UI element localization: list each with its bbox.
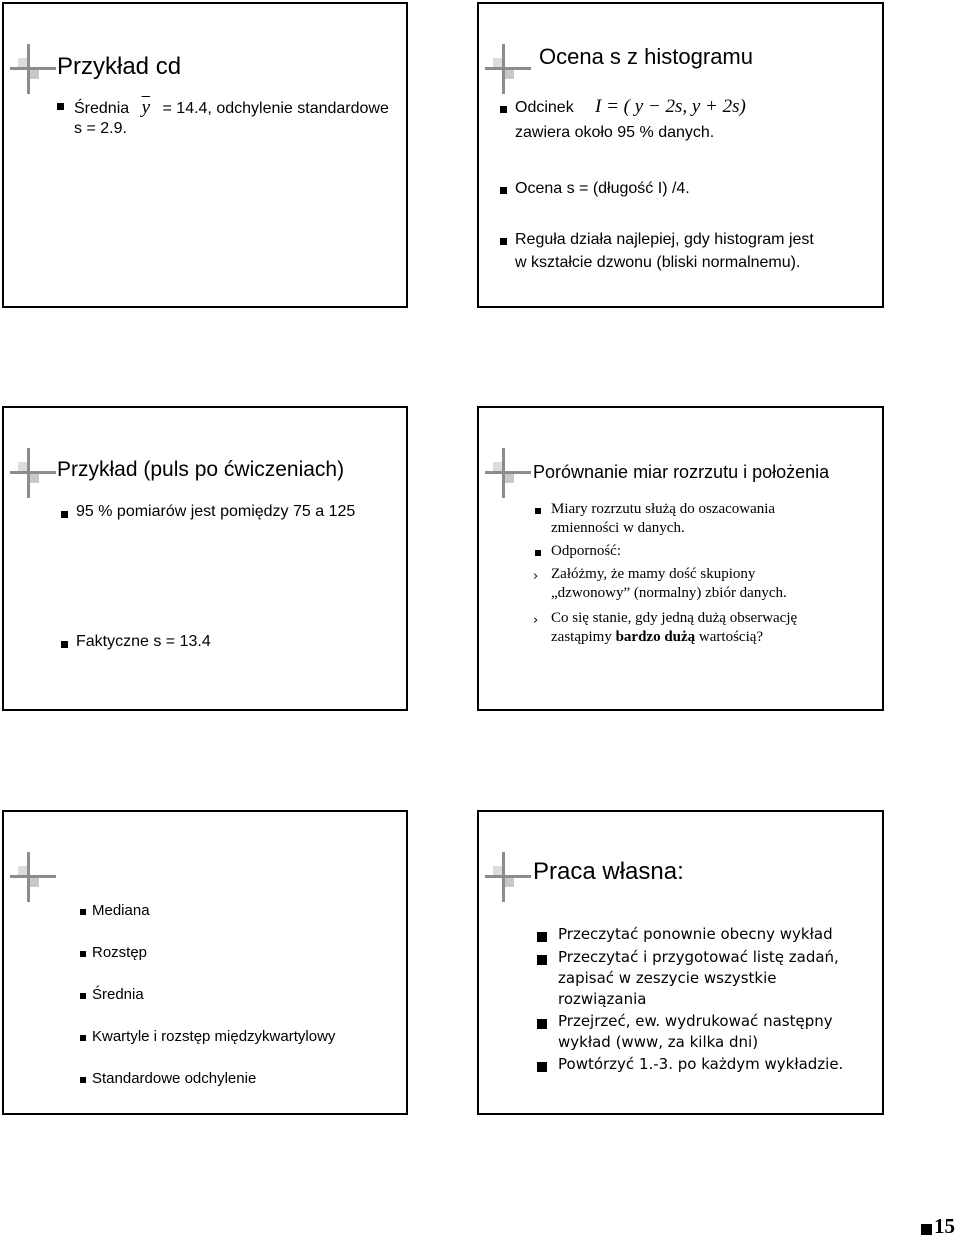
list-item: Przejrzeć, ew. wydrukować następny — [558, 1012, 833, 1030]
slide-5 — [2, 810, 408, 1115]
slide-text: „dzwonowy” (normalny) zbiór danych. — [551, 585, 787, 601]
slide-text: Co się stanie, gdy jedną dużą obserwację — [551, 610, 798, 626]
slide-title: Przykład (puls po ćwiczeniach) — [57, 458, 345, 481]
list-item: Przeczytać i przygotować listę zadań, — [558, 948, 839, 966]
bullet-icon — [80, 1035, 86, 1041]
chevron-right-icon: › — [533, 613, 539, 628]
list-item: Przeczytać ponownie obecny wykład — [558, 925, 833, 943]
slide-title: Przykład cd — [57, 53, 182, 80]
slide-text: Odporność: — [551, 543, 621, 559]
bullet-icon — [500, 238, 507, 245]
slide-text: Miary rozrzutu służą do oszacowania — [551, 501, 776, 517]
bullet-icon — [61, 511, 68, 518]
math-interval: I = ( y − 2s, y + 2s) — [595, 96, 746, 117]
slide-1 — [2, 2, 408, 308]
bullet-icon — [921, 1224, 932, 1235]
bullet-icon — [537, 955, 547, 965]
bullet-icon — [535, 550, 541, 556]
slide-text: Załóżmy, że mamy dość skupiony — [551, 566, 756, 582]
slide-text: Reguła działa najlepiej, gdy histogram jest — [515, 231, 814, 248]
slide-2 — [477, 2, 884, 308]
slide-logo-icon — [10, 448, 56, 498]
slide-logo-icon — [485, 44, 531, 94]
list-item: rozwiązania — [558, 990, 647, 1008]
list-item: Mediana — [92, 902, 150, 919]
slide-6 — [477, 810, 884, 1115]
bullet-icon — [80, 951, 86, 957]
list-item: Średnia — [92, 986, 144, 1003]
text-mean: Średnia — [74, 100, 130, 117]
slide-text: zawiera około 95 % danych. — [515, 124, 715, 141]
slide-logo-icon — [485, 852, 531, 902]
chevron-right-icon: › — [533, 569, 539, 584]
list-item: wykład (www, za kilka dni) — [558, 1033, 759, 1051]
bullet-icon — [537, 1019, 547, 1029]
slide-text: 95 % pomiarów jest pomiędzy 75 a 125 — [76, 503, 356, 520]
slide-text: zmienności w danych. — [551, 520, 685, 536]
list-item: Powtórzyć 1.-3. po każdym wykładzie. — [558, 1055, 844, 1073]
slide-logo-icon — [10, 44, 56, 94]
bullet-icon — [500, 106, 507, 113]
slide-title: Porównanie miar rozrzutu i położenia — [533, 462, 830, 482]
slide-3 — [2, 406, 408, 711]
bullet-icon — [57, 103, 64, 110]
slide-text: w kształcie dzwonu (bliski normalnemu). — [515, 254, 801, 271]
text-part: wartością? — [695, 629, 764, 645]
page-number: 15 — [934, 1214, 955, 1238]
slide-text: Ocena s = (długość I) /4. — [515, 180, 690, 197]
slide-logo-icon — [485, 448, 531, 498]
bullet-icon — [80, 1077, 86, 1083]
slide-title: Praca własna: — [533, 858, 684, 885]
slide-text: s = 2.9. — [74, 120, 127, 137]
slide-logo-icon — [10, 852, 56, 902]
bullet-icon — [537, 1062, 547, 1072]
bullet-icon — [61, 641, 68, 648]
slide-title: Ocena s z histogramu — [539, 44, 753, 69]
list-item: zapisać w zeszycie wszystkie — [558, 969, 777, 987]
bullet-icon — [537, 932, 547, 942]
list-item: Rozstęp — [92, 944, 148, 961]
slide-4 — [477, 406, 884, 711]
slide-text: Faktyczne s = 13.4 — [76, 633, 211, 650]
list-item: Kwartyle i rozstęp międzykwartylowy — [92, 1028, 336, 1045]
bullet-icon — [500, 187, 507, 194]
slide-text — [74, 97, 389, 119]
text-part: zastąpimy — [551, 629, 616, 645]
text-bold: bardzo dużą — [615, 629, 696, 645]
bullet-icon — [80, 909, 86, 915]
bullet-icon — [80, 993, 86, 999]
slide-text: Odcinek — [515, 99, 574, 116]
slide-text — [551, 629, 763, 646]
list-item: Standardowe odchylenie — [92, 1070, 257, 1087]
math-ybar: $\overline{y}$ — [141, 97, 151, 118]
text-mean-value: = 14.4, odchylenie standardowe — [162, 100, 389, 117]
bullet-icon — [535, 508, 541, 514]
